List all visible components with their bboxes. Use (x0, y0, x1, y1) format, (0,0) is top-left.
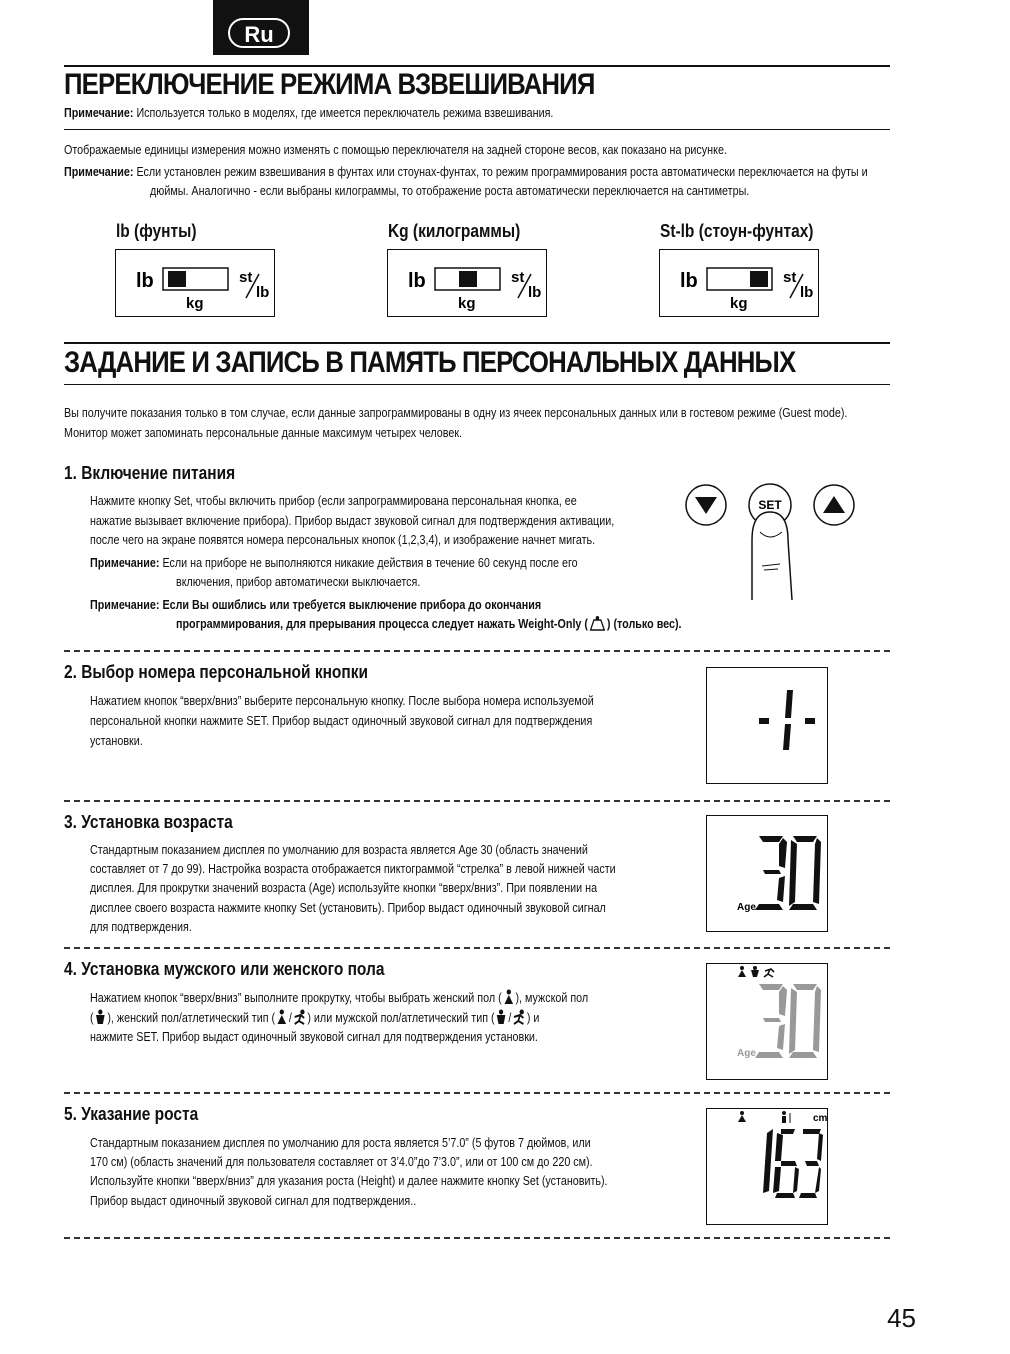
note2-label: Примечание: (64, 165, 134, 179)
step1-note2-part-a: программирования, для прерывания процесса следует нажать Weight-Only ( (176, 617, 588, 631)
step4-line2a: ( (90, 1011, 94, 1025)
step-separator (64, 650, 890, 652)
language-tab (213, 0, 309, 55)
slide-switch-icon (116, 250, 274, 316)
step1-note (90, 554, 692, 573)
section2-divider (64, 384, 890, 385)
lcd-digits (707, 964, 826, 1078)
step4-line2b: ), женский пол/атлетический тип ( (107, 1011, 276, 1025)
step5-line4: Прибор выдаст одиночный звуковой сигнал для подтверждения.. (90, 1194, 417, 1208)
section2-intro-line2: Монитор может запоминать персональные данные максимум четырех человек. (64, 426, 463, 440)
switch-figure-kg (387, 249, 547, 317)
step3-line3: дисплея. Для прокрутки значений возраста (Age) используйте кнопки “вверх/вниз”. При появлении на (90, 881, 598, 895)
step4-line1a: Нажатием кнопок “вверх/вниз” выполните прокрутку, чтобы выбрать женский пол ( (90, 991, 502, 1005)
note-text: Используется только в моделях, где имеется переключатель режима взвешивания. (136, 106, 554, 120)
language-label: Ru (228, 18, 290, 48)
female-icon (502, 989, 516, 1005)
male-icon (94, 1009, 108, 1025)
step3-title: 3. Установка возраста (64, 812, 233, 832)
switch-kg-text: kg (730, 295, 748, 312)
step4-line1b: ), мужской пол (515, 991, 589, 1005)
scale-buttons-figure (682, 480, 862, 600)
age-label: Age (737, 902, 756, 913)
switch-kg-text: kg (186, 295, 204, 312)
athlete-icon (511, 1009, 526, 1025)
switch-label-kg: Kg (килограммы) (388, 221, 521, 241)
lcd-display-user-number (706, 667, 828, 784)
step1-note2-label: Примечание: (90, 598, 160, 612)
switch-st-text: st (239, 269, 253, 286)
lcd-display-height (706, 1108, 828, 1225)
switch-lb2-text: lb (256, 284, 270, 301)
switch-st-text: st (511, 269, 525, 286)
step3-line2: составляет от 7 до 99). Настройка возраста отображается пиктограммой “стрелка” в левой нижней части (90, 862, 616, 876)
section2-intro-line1: Вы получите показания только в том случае, если данные запрограммированы в одну из ячеек персональных данных или в гостевом режиме (Guest mode). (64, 406, 848, 420)
gender-icons (738, 966, 774, 977)
note-label: Примечание: (64, 106, 134, 120)
weight-only-icon (588, 615, 607, 631)
switch-figure-lb (115, 249, 275, 317)
lcd-display-gender (706, 963, 828, 1080)
step1-note2-line1: Если Вы ошиблись или требуется выключение прибора до окончания (162, 598, 542, 612)
slide-switch-icon (388, 250, 546, 316)
switch-lb-text: lb (408, 270, 426, 292)
section2-title: ЗАДАНИЕ И ЗАПИСЬ В ПАМЯТЬ ПЕРСОНАЛЬНЫХ ДАННЫХ (64, 346, 796, 379)
step3-line4: дисплее своего возраста нажмите кнопку Set (установить). Прибор выдаст одиночный звуковой сигнал (90, 901, 606, 915)
step5-title: 5. Указание роста (64, 1104, 199, 1124)
step4-line2c: / (288, 1011, 292, 1025)
switch-lb-text: lb (136, 270, 154, 292)
switch-label-lb: lb (фунты) (116, 221, 197, 241)
step2-line3: установки. (90, 734, 143, 748)
step5-line2: 170 см) (область значений для пользователя составляет от 3’4.0”до 7’3.0”, или от 100 см до 220 см). (90, 1155, 593, 1169)
athlete-icon (292, 1009, 307, 1025)
male-icon (495, 1009, 512, 1025)
section1-para: Отображаемые единицы измерения можно изменять с помощью переключателя на задней стороне весов, как показано на рисунке. (64, 143, 727, 157)
section2-top-rule (64, 342, 890, 344)
note2-line1: Если установлен режим взвешивания в фунтах или стоунах-фунтах, то режим программирования роста автоматически переключается на футы и (136, 165, 868, 179)
step1-line2: нажатие вызывает включение прибора). Прибор выдаст звуковой сигнал для подтверждения активации, (90, 514, 615, 528)
switch-lb-text: lb (680, 270, 698, 292)
section1-note (64, 104, 838, 123)
step4-line2 (90, 1008, 692, 1028)
height-unit: cm (813, 1113, 828, 1124)
section1-note2-line2: дюймы. Аналогично - если выбраны килограммы, то отображение роста автоматически переключается на сантиметры. (150, 184, 750, 198)
switch-st-text: st (783, 269, 797, 286)
step5-line1: Стандартным показанием дисплея по умолчанию для роста является 5’7.0” (5 футов 7 дюймов, или (90, 1136, 591, 1150)
female-icon (275, 1009, 289, 1025)
step4-title: 4. Установка мужского или женского пола (64, 959, 385, 979)
step4-line1 (90, 988, 692, 1008)
step1-note-label: Примечание: (90, 556, 160, 570)
step2-title: 2. Выбор номера персональной кнопки (64, 662, 368, 682)
step4-line2e: / (508, 1011, 512, 1025)
step4-line2f: ) и (526, 1011, 540, 1025)
page-number: 45 (887, 1303, 916, 1333)
finger-icon (752, 512, 792, 600)
step3-line5: для подтверждения. (90, 920, 192, 934)
lcd-display-age (706, 815, 828, 932)
step-separator (64, 947, 890, 949)
switch-lb2-text: lb (528, 284, 542, 301)
step5-line3: Используйте кнопки “вверх/вниз” для указания роста (Height) и далее нажмите кнопку Set (установить). (90, 1174, 608, 1188)
step1-note2-line2 (176, 615, 830, 634)
step1-title: 1. Включение питания (64, 463, 236, 483)
section1-top-rule (64, 65, 890, 67)
step1-note2-part-b: ) (только вес). (606, 617, 682, 631)
switch-lb2-text: lb (800, 284, 814, 301)
step1-note2 (90, 596, 692, 615)
step4-line2d: ) или мужской пол/атлетический тип ( (307, 1011, 495, 1025)
section1-divider (64, 129, 890, 130)
step1-line1: Нажмите кнопку Set, чтобы включить прибор (если запрограммирована персональная кнопка, ее (90, 494, 577, 508)
lcd-digits (707, 1109, 826, 1223)
set-button-label: SET (758, 498, 782, 512)
age-label: Age (737, 1048, 756, 1059)
switch-label-stlb: St-lb (стоун-фунтах) (660, 221, 814, 241)
switch-figure-stlb (659, 249, 819, 317)
step-separator (64, 1092, 890, 1094)
slide-switch-icon (660, 250, 818, 316)
step1-line3: после чего на экране появятся номера персональных кнопок (1,2,3,4), и изображение начнет мигать. (90, 533, 596, 547)
step3-line1: Стандартным показанием дисплея по умолчанию для возраста является Age 30 (область значений (90, 843, 588, 857)
section1-title: ПЕРЕКЛЮЧЕНИЕ РЕЖИМА ВЗВЕШИВАНИЯ (64, 68, 595, 101)
lcd-digits (707, 816, 826, 930)
lcd-digits (707, 668, 826, 782)
step-separator (64, 800, 890, 802)
step4-line3: нажмите SET. Прибор выдаст одиночный звуковой сигнал для подтверждения установки. (90, 1030, 538, 1044)
step1-note-line1: Если на приборе не выполняются никакие действия в течение 60 секунд после его (162, 556, 578, 570)
step1-note-line2: включения, прибор автоматически выключается. (176, 575, 421, 589)
step-separator (64, 1237, 890, 1239)
height-icons (738, 1111, 790, 1123)
switch-kg-text: kg (458, 295, 476, 312)
step2-line1: Нажатием кнопок “вверх/вниз” выберите персональную кнопку. После выбора номера используемой (90, 694, 594, 708)
section1-note2 (64, 163, 924, 182)
step2-line2: персональной кнопки нажмите SET. Прибор выдаст одиночный звуковой сигнал для подтверждения (90, 714, 593, 728)
